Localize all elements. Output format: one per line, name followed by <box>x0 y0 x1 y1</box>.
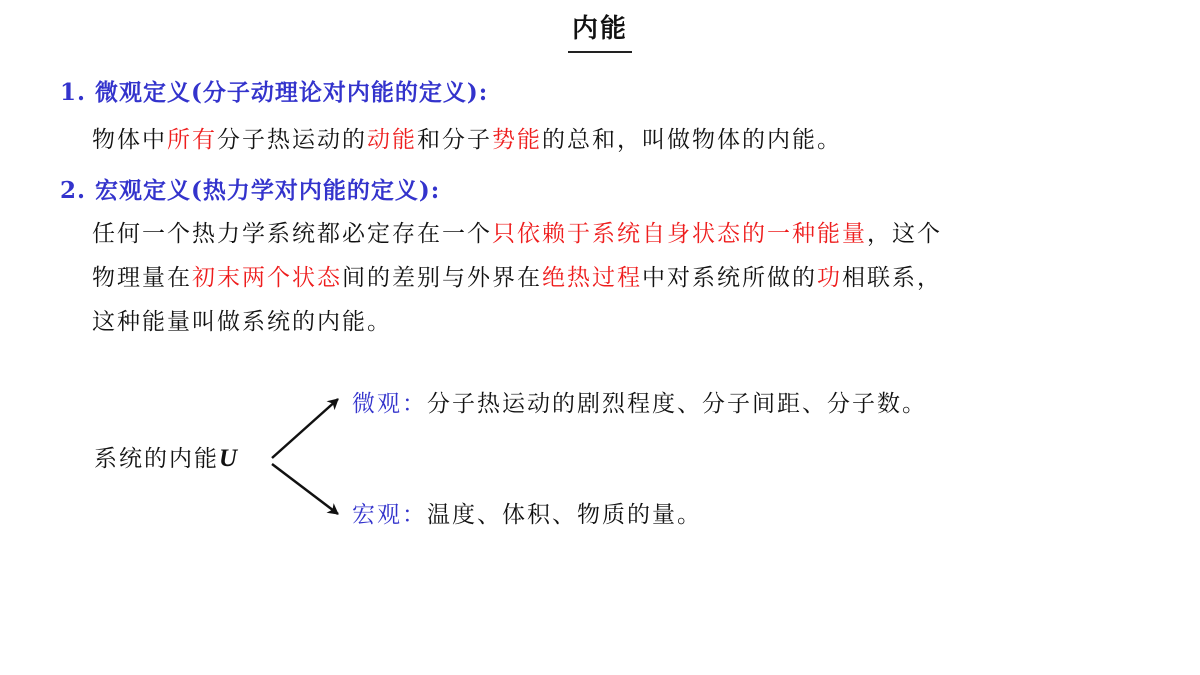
section2-line3: 这种能量叫做系统的内能。 <box>92 309 392 335</box>
root-label <box>94 440 237 473</box>
macro-label: 宏观： <box>352 502 427 528</box>
text-run: 和分子 <box>417 127 492 153</box>
arrow-down <box>272 464 338 514</box>
text-run: 的总和，叫做物体的内能。 <box>542 127 842 153</box>
text-run: 相联系， <box>842 265 942 291</box>
root-symbol: U <box>219 445 238 472</box>
arrow-up <box>272 399 338 458</box>
emphasis-adiabatic: 绝热过程 <box>542 265 642 291</box>
text-run: 物体中 <box>92 127 167 153</box>
emphasis-kinetic: 动能 <box>367 127 417 153</box>
emphasis-all: 所有 <box>167 127 217 153</box>
text-run: 中对系统所做的 <box>642 265 817 291</box>
text-run: 物理量在 <box>92 265 192 291</box>
emphasis-potential: 势能 <box>492 127 542 153</box>
emphasis-initial-final: 初末两个状态 <box>192 265 342 291</box>
text-run: 任何一个热力学系统都必定存在一个 <box>92 221 492 247</box>
text-run: 间的差别与外界在 <box>342 265 542 291</box>
macro-text: 温度、体积、物质的量。 <box>427 502 702 528</box>
text-run: 分子热运动的 <box>217 127 367 153</box>
macro-branch <box>352 496 702 529</box>
micro-label: 微观： <box>352 391 427 417</box>
micro-branch <box>352 385 927 418</box>
emphasis-work: 功 <box>817 265 842 291</box>
micro-text: 分子热运动的剧烈程度、分子间距、分子数。 <box>427 391 927 417</box>
text-run: ，这个 <box>867 221 942 247</box>
section1-heading: 1. 微观定义(分子动理论对内能的定义): <box>60 79 489 106</box>
root-label-text: 系统的内能 <box>94 446 219 472</box>
emphasis-state-energy: 只依赖于系统自身状态的一种能量 <box>492 221 867 247</box>
page-title: 内能 <box>568 8 632 53</box>
section2-heading: 2. 宏观定义(热力学对内能的定义): <box>60 177 441 204</box>
